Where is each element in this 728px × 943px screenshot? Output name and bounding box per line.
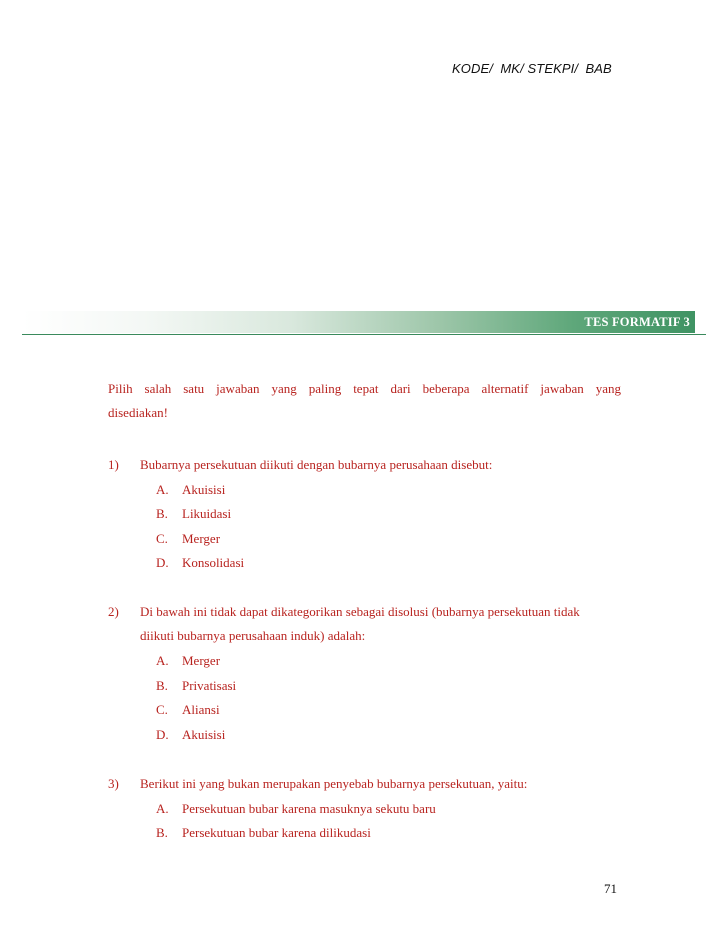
page-number: 71 <box>604 881 617 896</box>
header-code: KODE/ MK/ STEKPI/ BAB <box>452 61 612 76</box>
option-b[interactable] <box>156 821 371 845</box>
option-letter: B. <box>156 825 168 840</box>
option-text: Akuisisi <box>182 727 226 742</box>
option-d[interactable] <box>156 551 244 575</box>
option-letter: A. <box>156 482 169 497</box>
option-a[interactable] <box>156 478 225 502</box>
option-letter: C. <box>156 702 168 717</box>
option-letter: D. <box>156 555 169 570</box>
section-divider <box>22 334 706 335</box>
option-text: Merger <box>182 653 221 668</box>
option-b[interactable] <box>156 674 236 698</box>
option-text: Merger <box>182 531 221 546</box>
option-text: Aliansi <box>182 702 220 717</box>
option-letter: A. <box>156 653 169 668</box>
option-a[interactable] <box>156 797 436 821</box>
option-d[interactable] <box>156 723 225 747</box>
option-letter: B. <box>156 678 168 693</box>
question-text: Di bawah ini tidak dapat dikategorikan sebagai disolusi (bubarnya persekutuan tidak <box>140 604 580 619</box>
option-text: Akuisisi <box>182 482 226 497</box>
option-c[interactable] <box>156 698 220 722</box>
option-text: Konsolidasi <box>182 555 245 570</box>
question-number: 1) <box>108 457 119 472</box>
option-text: Privatisasi <box>182 678 237 693</box>
option-text: Persekutuan bubar karena masuknya sekutu baru <box>182 801 436 816</box>
option-letter: B. <box>156 506 168 521</box>
option-c[interactable] <box>156 527 220 551</box>
question-number: 2) <box>108 604 119 619</box>
instructions-line-2: disediakan! <box>108 405 168 420</box>
option-letter: D. <box>156 727 169 742</box>
instructions <box>108 377 621 425</box>
question-number: 3) <box>108 776 119 791</box>
option-a[interactable] <box>156 649 220 673</box>
instructions-line-1: Pilih salah satu jawaban yang paling tepat dari beberapa alternatif jawaban yang <box>108 381 621 396</box>
section-title: TES FORMATIF 3 <box>584 315 690 329</box>
option-letter: C. <box>156 531 168 546</box>
option-text: Persekutuan bubar karena dilikudasi <box>182 825 371 840</box>
option-text: Likuidasi <box>182 506 232 521</box>
question-text-continued: diikuti bubarnya perusahaan induk) adalah: <box>140 628 366 643</box>
question-text: Bubarnya persekutuan diikuti dengan bubarnya perusahaan disebut: <box>140 457 493 472</box>
option-letter: A. <box>156 801 169 816</box>
question-text: Berikut ini yang bukan merupakan penyebab bubarnya persekutuan, yaitu: <box>140 776 528 791</box>
option-b[interactable] <box>156 502 231 526</box>
